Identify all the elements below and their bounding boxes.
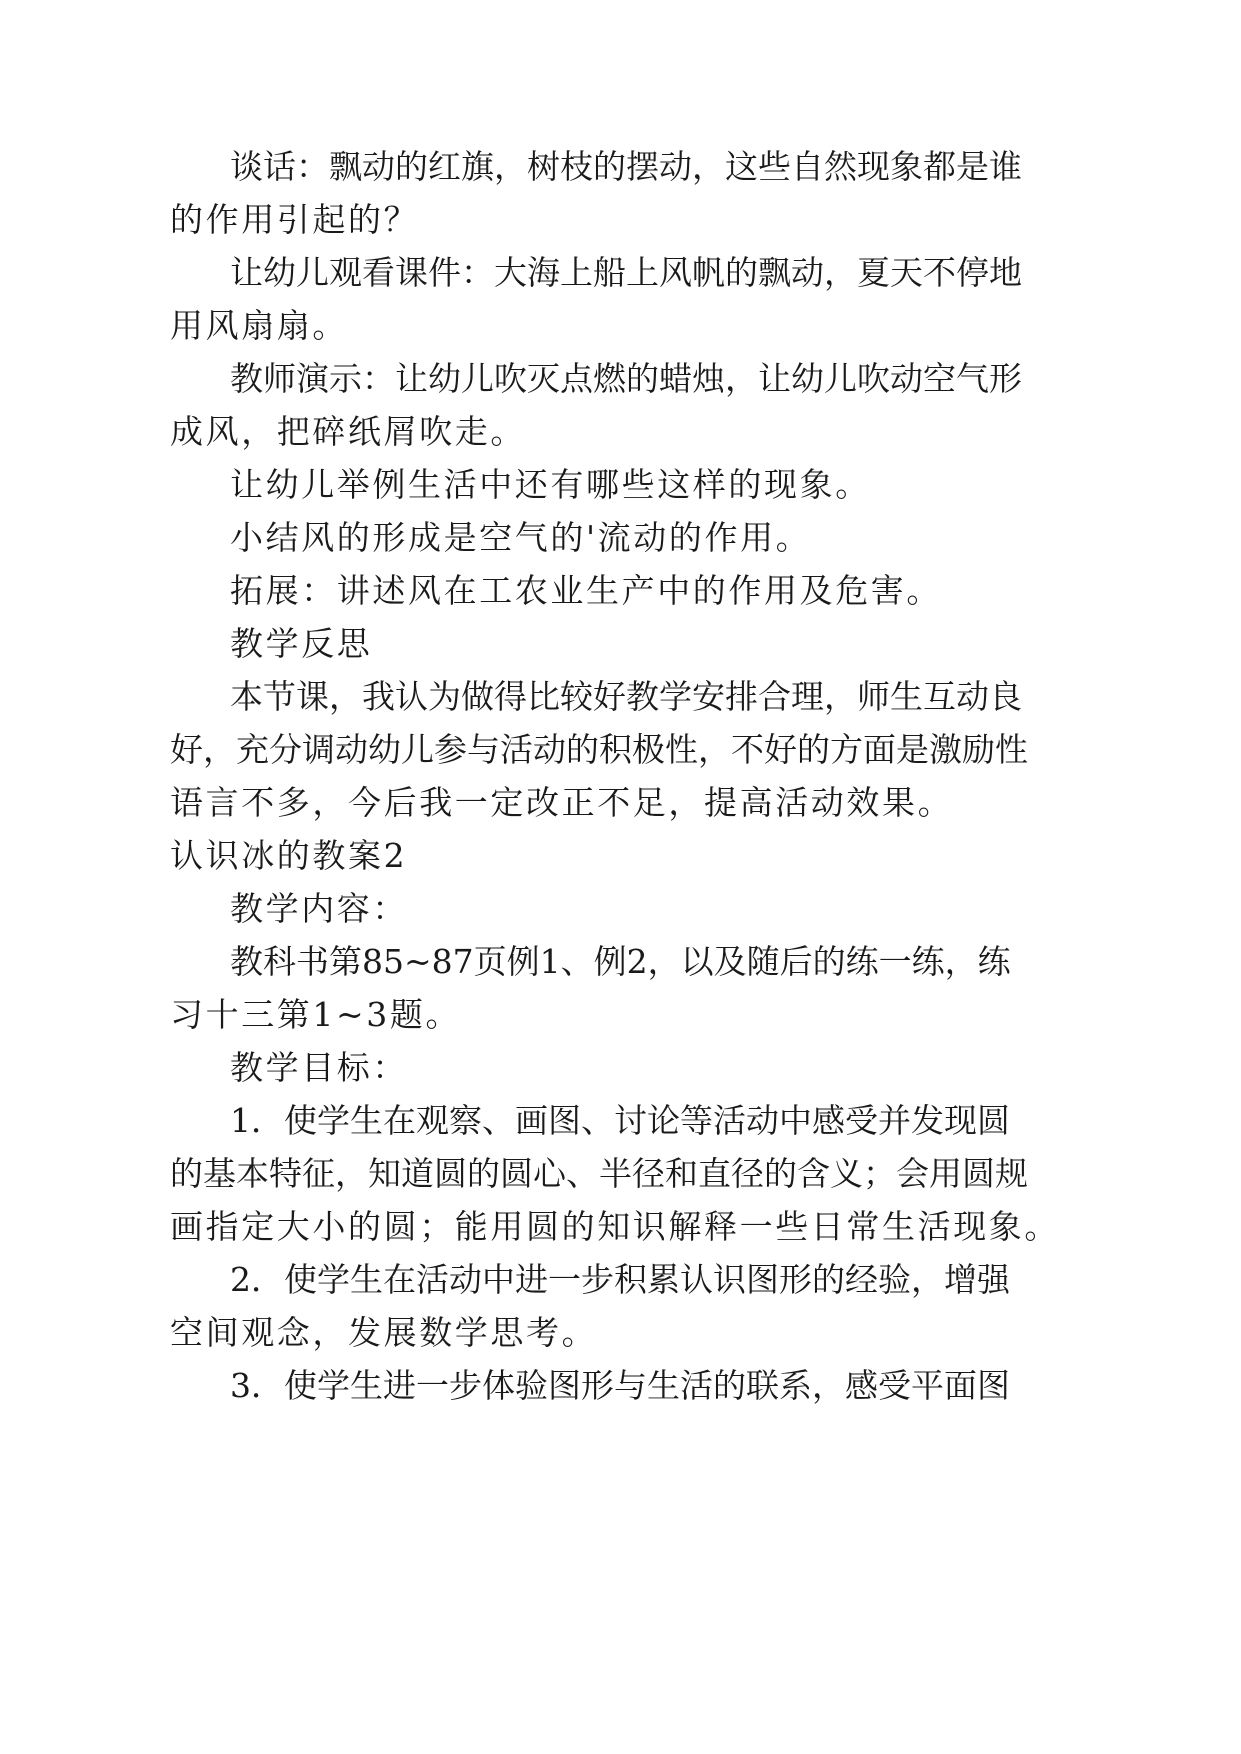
paragraph-line: 教师演示：让幼儿吹灭点燃的蜡烛，让幼儿吹动空气形 (230, 359, 1022, 398)
paragraph-line: 让幼儿举例生活中还有哪些这样的现象。 (230, 465, 871, 504)
paragraph-line: 用风扇扇。 (170, 306, 348, 345)
paragraph-line: 好，充分调动幼儿参与活动的积极性，不好的方面是激励性 (170, 730, 1028, 769)
paragraph-line: 画指定大小的圆；能用圆的知识解释一些日常生活现象。 (170, 1207, 1060, 1246)
paragraph-line: 的作用引起的？ (170, 200, 420, 239)
document-title: 认识冰的教案2 (170, 836, 408, 875)
paragraph-line: 让幼儿观看课件：大海上船上风帆的飘动，夏天不停地 (230, 253, 1022, 292)
paragraph-line: 拓展：讲述风在工农业生产中的作用及危害。 (230, 571, 942, 610)
paragraph-line: 2．使学生在活动中进一步积累认识图形的经验，增强 (230, 1260, 1010, 1299)
paragraph-line: 3．使学生进一步体验图形与生活的联系，感受平面图 (230, 1366, 1010, 1405)
section-heading: 教学内容： (230, 889, 408, 928)
paragraph-line: 本节课，我认为做得比较好教学安排合理，师生互动良 (230, 677, 1022, 716)
paragraph-line: 语言不多，今后我一定改正不足，提高活动效果。 (170, 783, 954, 822)
paragraph-line: 1．使学生在观察、画图、讨论等活动中感受并发现圆 (230, 1101, 1010, 1140)
section-heading: 教学反思 (230, 624, 373, 663)
paragraph-line: 空间观念，发展数学思考。 (170, 1313, 598, 1352)
paragraph-line: 成风，把碎纸屑吹走。 (170, 412, 526, 451)
paragraph-line: 的基本特征，知道圆的圆心、半径和直径的含义；会用圆规 (170, 1154, 1028, 1193)
paragraph-line: 谈话：飘动的红旗，树枝的摆动，这些自然现象都是谁 (230, 147, 1022, 186)
paragraph-line: 小结风的形成是空气的'流动的作用。 (230, 518, 812, 557)
paragraph-line: 教科书第85~87页例1、例2，以及随后的练一练，练 (230, 942, 1011, 981)
section-heading: 教学目标： (230, 1048, 408, 1087)
paragraph-line: 习十三第1~3题。 (170, 995, 462, 1034)
